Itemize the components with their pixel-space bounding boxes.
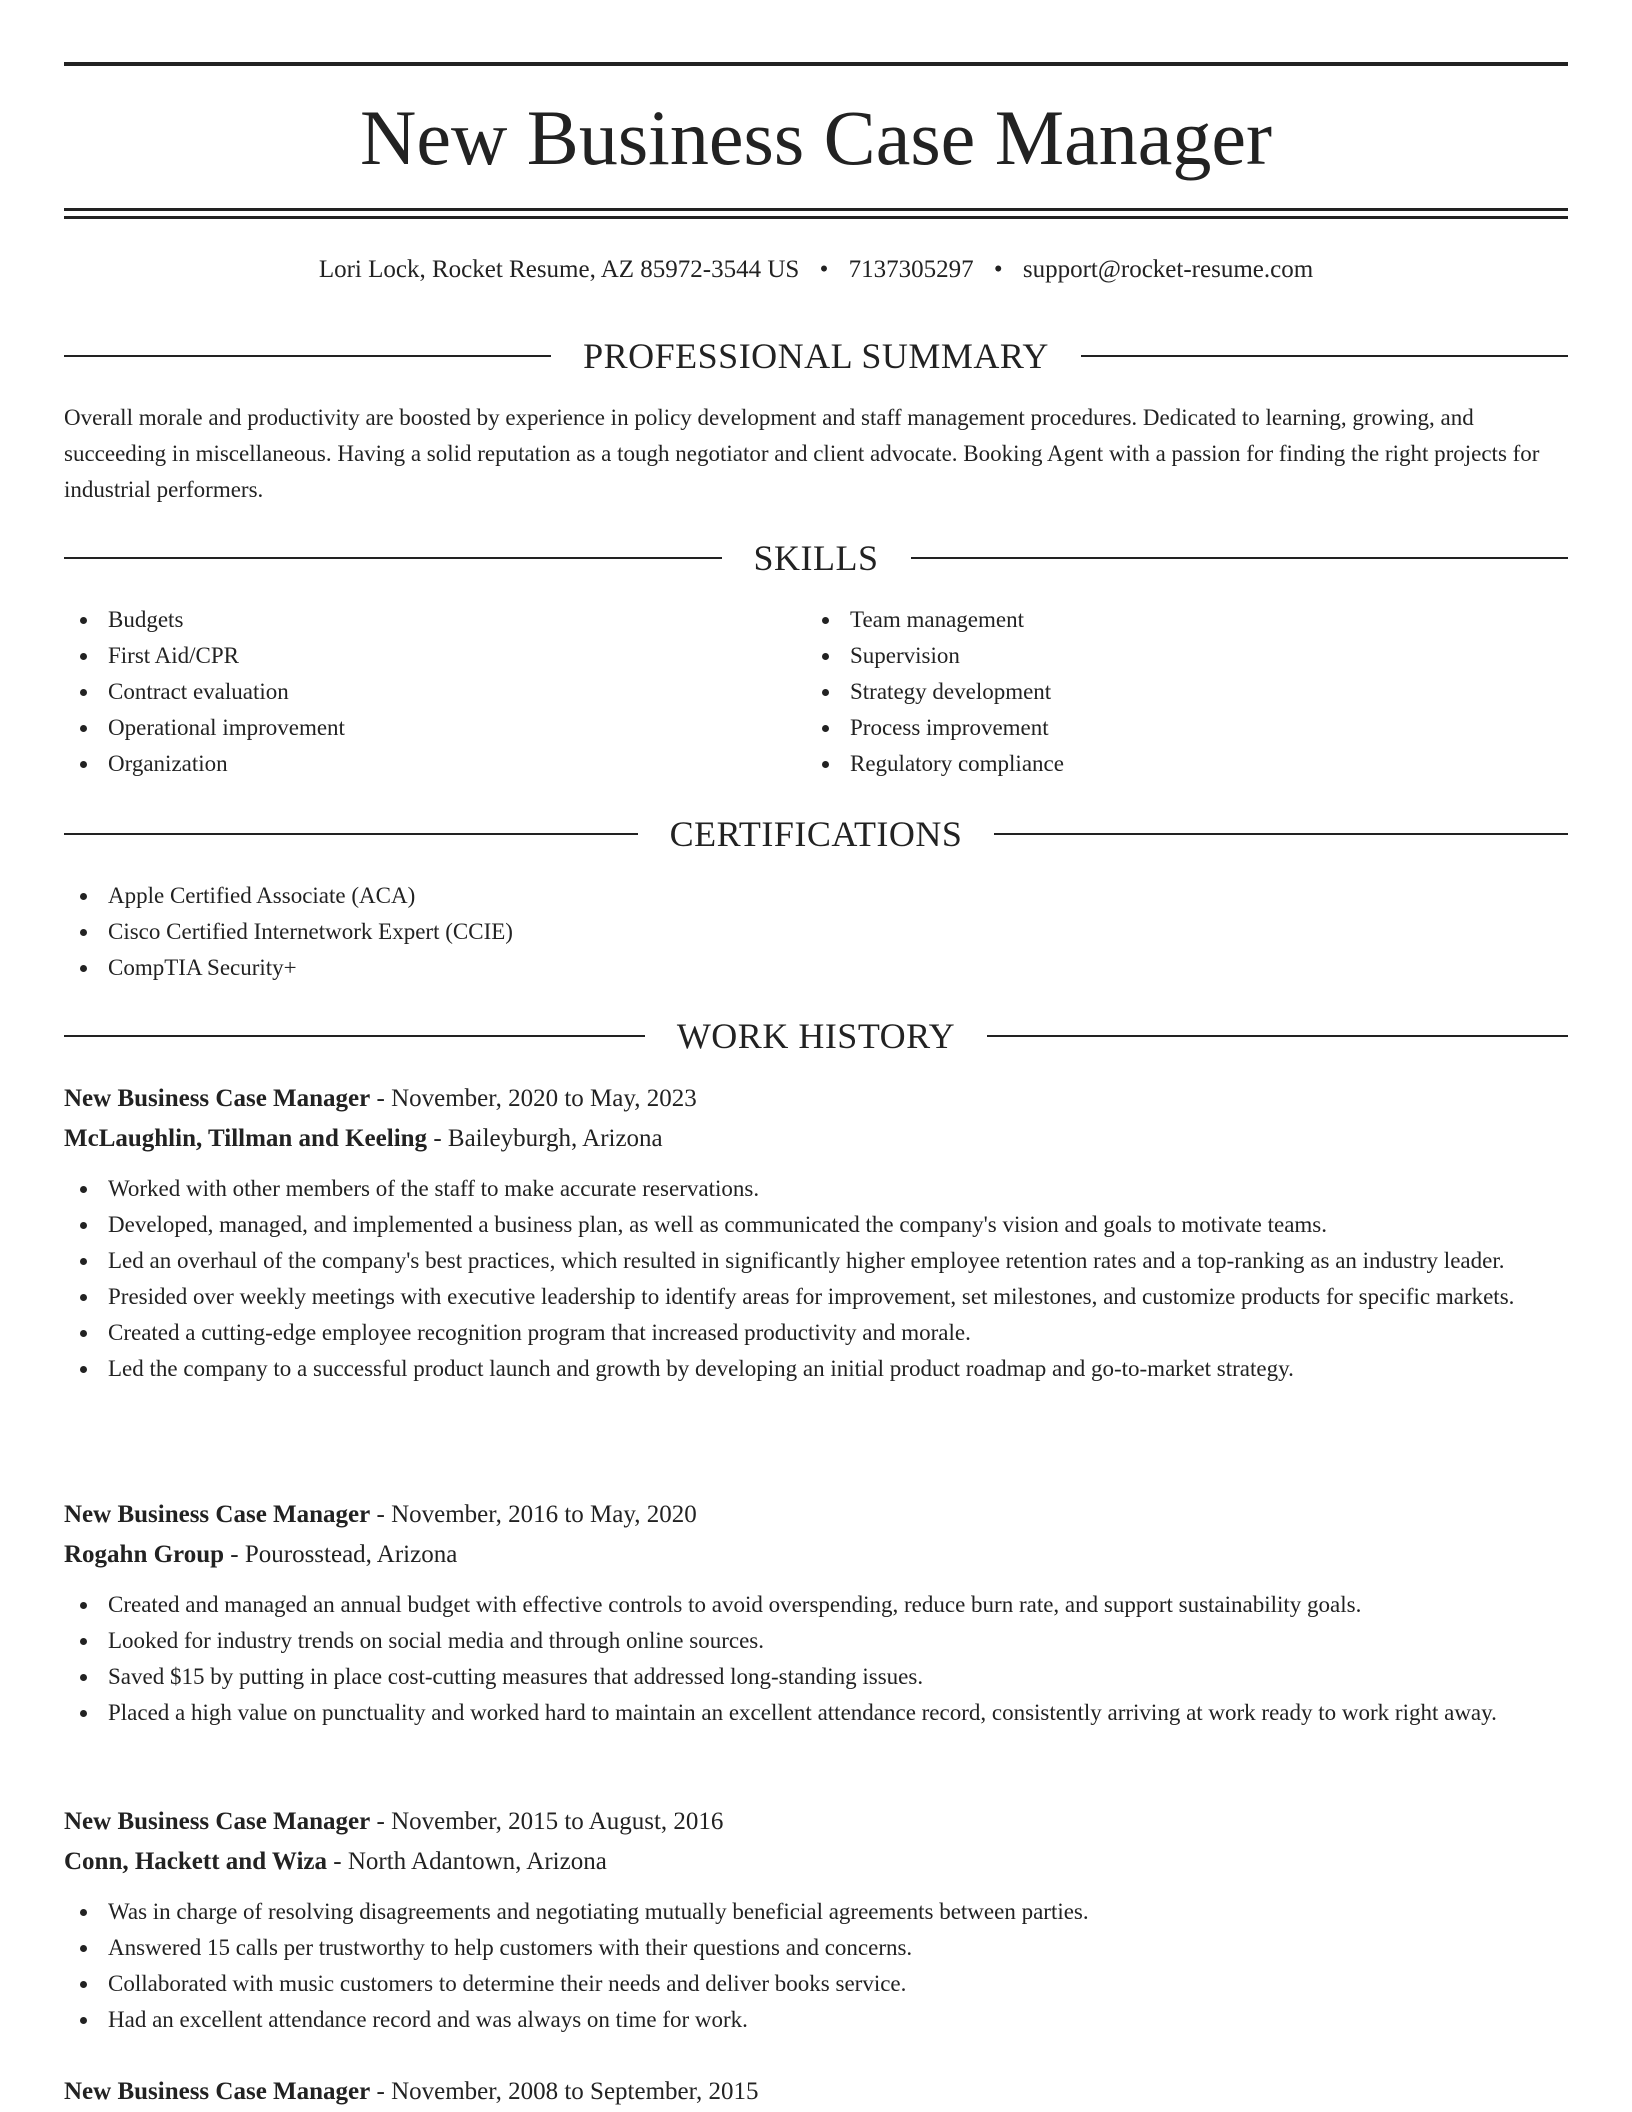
certifications-heading-title: CERTIFICATIONS — [669, 814, 963, 854]
job-dates: - November, 2008 to September, 2015 — [370, 2078, 759, 2105]
job-bullet: Looked for industry trends on social media and through online sources. — [64, 1623, 1568, 1659]
header-bottom-rule-second — [64, 216, 1568, 219]
job-title: New Business Case Manager — [64, 2078, 371, 2105]
job-location: - North Adantown, Arizona — [327, 1848, 607, 1875]
job-title: New Business Case Manager — [64, 1085, 371, 1112]
job-bullet: Answered 15 calls per trustworthy to help customers with their questions and concerns. — [64, 1930, 1568, 1966]
job-title-line — [64, 2072, 1568, 2112]
job-bullets — [64, 1171, 1568, 1387]
job-entry — [64, 1079, 1568, 1387]
skill-item: Budgets — [64, 602, 764, 638]
separator-dot: • — [819, 256, 829, 283]
contact-email: support@rocket-resume.com — [1022, 256, 1314, 283]
heading-rule — [64, 1035, 645, 1037]
job-dates: - November, 2020 to May, 2023 — [370, 1085, 697, 1112]
job-bullets — [64, 1587, 1568, 1731]
job-company: Rogahn Group — [64, 1541, 225, 1568]
skills-list-right — [806, 602, 1506, 782]
skills-heading-title: SKILLS — [753, 538, 879, 578]
heading-rule — [64, 557, 722, 559]
job-company-line — [64, 1535, 1568, 1575]
certification-item: Apple Certified Associate (ACA) — [64, 878, 1568, 914]
skill-item: First Aid/CPR — [64, 638, 764, 674]
job-entry — [64, 1495, 1568, 1731]
job-title-line — [64, 1495, 1568, 1535]
job-bullet: Placed a high value on punctuality and worked hard to maintain an excellent attendance record, consistently arriving at work ready to work right away. — [64, 1695, 1568, 1731]
job-company: McLaughlin, Tillman and Keeling — [64, 1125, 428, 1152]
job-bullet: Created and managed an annual budget with effective controls to avoid overspending, reduce burn rate, and support sustainability goals. — [64, 1587, 1568, 1623]
job-title: New Business Case Manager — [64, 1808, 371, 1835]
resume-name: New Business Case Manager — [360, 94, 1272, 181]
skill-item: Team management — [806, 602, 1506, 638]
job-company-line — [64, 1842, 1568, 1882]
header-bottom-rule — [64, 208, 1568, 211]
contact-address: Lori Lock, Rocket Resume, AZ 85972-3544 US — [318, 256, 800, 283]
summary-text: Overall morale and productivity are boosted by experience in policy development and staff management procedures. Dedicated to learning, growing, and succeeding in miscellaneous. Having a solid reputation as a tough negotiator and client advocate. Booking Agent with a passion for finding the right projects for industrial performers. — [64, 405, 1540, 502]
skill-item: Regulatory compliance — [806, 746, 1506, 782]
job-title-line — [64, 1802, 1568, 1842]
skill-item: Organization — [64, 746, 764, 782]
job-location: - Baileyburgh, Arizona — [427, 1125, 663, 1152]
certification-item: Cisco Certified Internetwork Expert (CCIE) — [64, 914, 1568, 950]
skills-heading — [64, 536, 1568, 580]
heading-rule — [994, 833, 1568, 835]
job-bullet: Worked with other members of the staff to make accurate reservations. — [64, 1171, 1568, 1207]
summary-heading-title: PROFESSIONAL SUMMARY — [583, 336, 1049, 376]
job-entry — [64, 1802, 1568, 2038]
job-bullets — [64, 1894, 1568, 2038]
job-bullet: Created a cutting-edge employee recognition program that increased productivity and morale. — [64, 1315, 1568, 1351]
header-top-rule — [64, 62, 1568, 66]
contact-line — [64, 252, 1568, 288]
contact-phone: 7137305297 — [848, 256, 974, 283]
job-bullet: Developed, managed, and implemented a business plan, as well as communicated the company's vision and goals to motivate teams. — [64, 1207, 1568, 1243]
separator-dot: • — [993, 256, 1003, 283]
job-bullet: Saved $15 by putting in place cost-cutting measures that addressed long-standing issues. — [64, 1659, 1568, 1695]
skill-item: Operational improvement — [64, 710, 764, 746]
job-bullet: Was in charge of resolving disagreements and negotiating mutually beneficial agreements between parties. — [64, 1894, 1568, 1930]
job-company: Conn, Hackett and Wiza — [64, 1848, 328, 1875]
job-bullet: Had an excellent attendance record and was always on time for work. — [64, 2002, 1568, 2038]
job-entry — [64, 2072, 1568, 2112]
certification-item: CompTIA Security+ — [64, 950, 1568, 986]
job-bullet: Led the company to a successful product launch and growth by developing an initial product roadmap and go-to-market strategy. — [64, 1351, 1568, 1387]
certifications-heading — [64, 812, 1568, 856]
heading-rule — [64, 355, 551, 357]
heading-rule — [987, 1035, 1568, 1037]
skills-list-left — [64, 602, 764, 782]
work-history-heading — [64, 1014, 1568, 1058]
job-bullet: Presided over weekly meetings with executive leadership to identify areas for improvement, set milestones, and customize products for specific markets. — [64, 1279, 1568, 1315]
job-title: New Business Case Manager — [64, 1501, 371, 1528]
certifications-list — [64, 878, 1568, 986]
job-bullet: Led an overhaul of the company's best practices, which resulted in significantly higher employee retention rates and a top-ranking as an industry leader. — [64, 1243, 1568, 1279]
skill-item: Process improvement — [806, 710, 1506, 746]
skill-item: Contract evaluation — [64, 674, 764, 710]
job-dates: - November, 2015 to August, 2016 — [370, 1808, 724, 1835]
job-dates: - November, 2016 to May, 2020 — [370, 1501, 697, 1528]
job-title-line — [64, 1079, 1568, 1119]
skill-item: Supervision — [806, 638, 1506, 674]
job-company-line — [64, 1119, 1568, 1159]
job-bullet: Collaborated with music customers to determine their needs and deliver books service. — [64, 1966, 1568, 2002]
summary-heading — [64, 334, 1568, 378]
work-history-heading-title: WORK HISTORY — [676, 1016, 956, 1056]
skill-item: Strategy development — [806, 674, 1506, 710]
job-location: - Pourosstead, Arizona — [224, 1541, 458, 1568]
heading-rule — [64, 833, 638, 835]
heading-rule — [911, 557, 1569, 559]
heading-rule — [1081, 355, 1568, 357]
